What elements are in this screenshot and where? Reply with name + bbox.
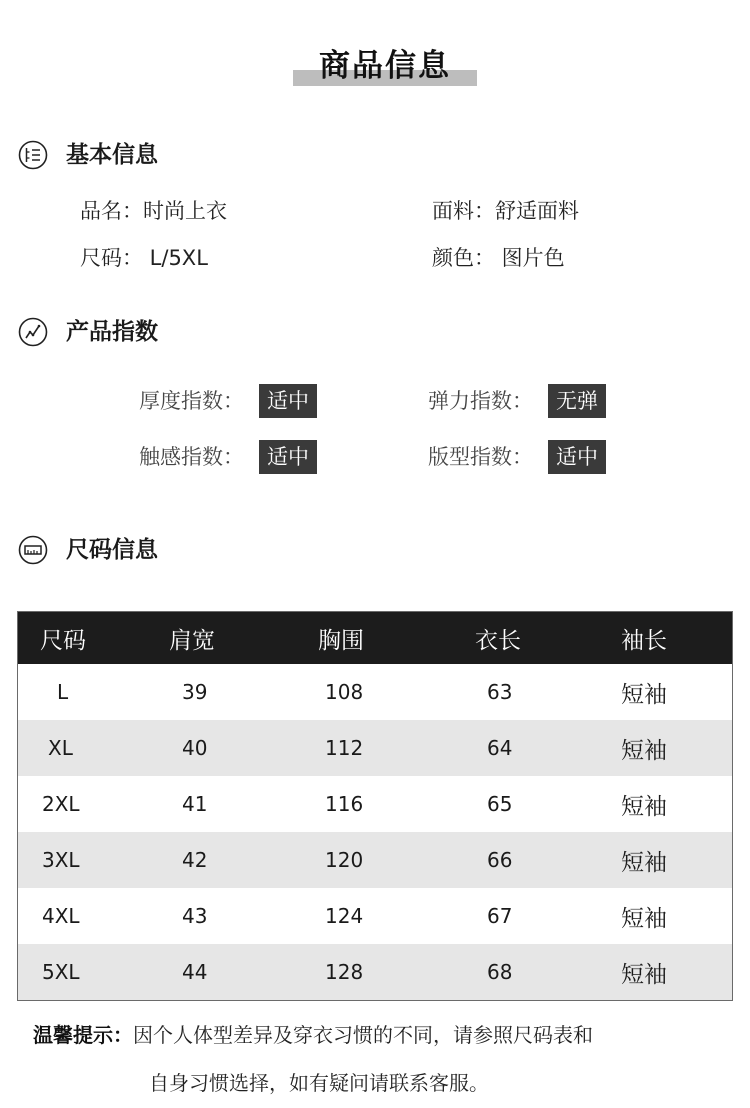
trend-icon: [18, 317, 48, 347]
shoulder-cell: 39: [182, 680, 208, 704]
page-title-block: [293, 44, 477, 90]
fit-label: 版型指数：: [428, 445, 533, 469]
size-note-line-2: 自身习惯选择，如有疑问请联系客服。: [149, 1071, 489, 1095]
length-cell: 64: [487, 736, 513, 760]
table-row: [18, 944, 732, 1000]
page-title: 商品信息: [319, 48, 451, 84]
product-size: 尺码： L/5XL: [80, 246, 208, 270]
table-row: [18, 776, 732, 832]
shoulder-cell: 40: [182, 736, 208, 760]
shoulder-cell: 42: [182, 848, 208, 872]
table-row: [18, 832, 732, 888]
size-cell: XL: [48, 736, 73, 760]
length-cell: 68: [487, 960, 513, 984]
list-icon: [18, 140, 48, 170]
size-cell: 4XL: [42, 904, 80, 928]
table-header-cell: 肩宽: [169, 627, 215, 654]
size-note-text: 因个人体型差异及穿衣习惯的不同，请参照尺码表和: [133, 1023, 593, 1047]
chest-cell: 128: [325, 960, 364, 984]
sleeve-cell: 短袖: [621, 961, 667, 988]
table-row: [18, 888, 732, 944]
thickness-label: 厚度指数：: [139, 389, 244, 413]
ruler-icon: [18, 535, 48, 565]
size-note-line-1: [33, 1020, 593, 1050]
length-cell: 65: [487, 792, 513, 816]
elasticity-value-badge: 无弹: [548, 384, 606, 418]
chest-cell: 108: [325, 680, 364, 704]
sleeve-cell: 短袖: [621, 681, 667, 708]
touch-label: 触感指数：: [139, 445, 244, 469]
size-table: [17, 611, 733, 1001]
section-title: 产品指数: [66, 319, 158, 345]
section-size-info-heading: [18, 533, 158, 567]
size-cell: 2XL: [42, 792, 80, 816]
chest-cell: 112: [325, 736, 364, 760]
size-cell: L: [57, 680, 69, 704]
product-color: 颜色： 图片色: [432, 246, 565, 270]
shoulder-cell: 44: [182, 960, 208, 984]
table-header-cell: 袖长: [621, 627, 667, 654]
sleeve-cell: 短袖: [621, 737, 667, 764]
chest-cell: 116: [325, 792, 364, 816]
sleeve-cell: 短袖: [621, 793, 667, 820]
table-row: [18, 664, 732, 720]
product-fabric: 面料：舒适面料: [432, 199, 579, 223]
shoulder-cell: 41: [182, 792, 208, 816]
table-header-row: [18, 612, 732, 664]
size-note-label: 温馨提示：: [33, 1023, 133, 1047]
length-cell: 66: [487, 848, 513, 872]
table-header-cell: 胸围: [318, 627, 364, 654]
fit-value-badge: 适中: [548, 440, 606, 474]
section-product-index-heading: [18, 315, 158, 349]
touch-value-badge: 适中: [259, 440, 317, 474]
sleeve-cell: 短袖: [621, 849, 667, 876]
thickness-value-badge: 适中: [259, 384, 317, 418]
shoulder-cell: 43: [182, 904, 208, 928]
elasticity-label: 弹力指数：: [428, 389, 533, 413]
size-cell: 5XL: [42, 960, 80, 984]
length-cell: 63: [487, 680, 513, 704]
length-cell: 67: [487, 904, 513, 928]
sleeve-cell: 短袖: [621, 905, 667, 932]
section-title: 尺码信息: [66, 537, 158, 563]
table-row: [18, 720, 732, 776]
chest-cell: 124: [325, 904, 364, 928]
table-header-cell: 尺码: [40, 627, 86, 654]
section-basic-info-heading: [18, 138, 158, 172]
table-header-cell: 衣长: [475, 627, 521, 654]
size-cell: 3XL: [42, 848, 80, 872]
chest-cell: 120: [325, 848, 364, 872]
section-title: 基本信息: [66, 142, 158, 168]
product-name: 品名：时尚上衣: [80, 199, 227, 223]
